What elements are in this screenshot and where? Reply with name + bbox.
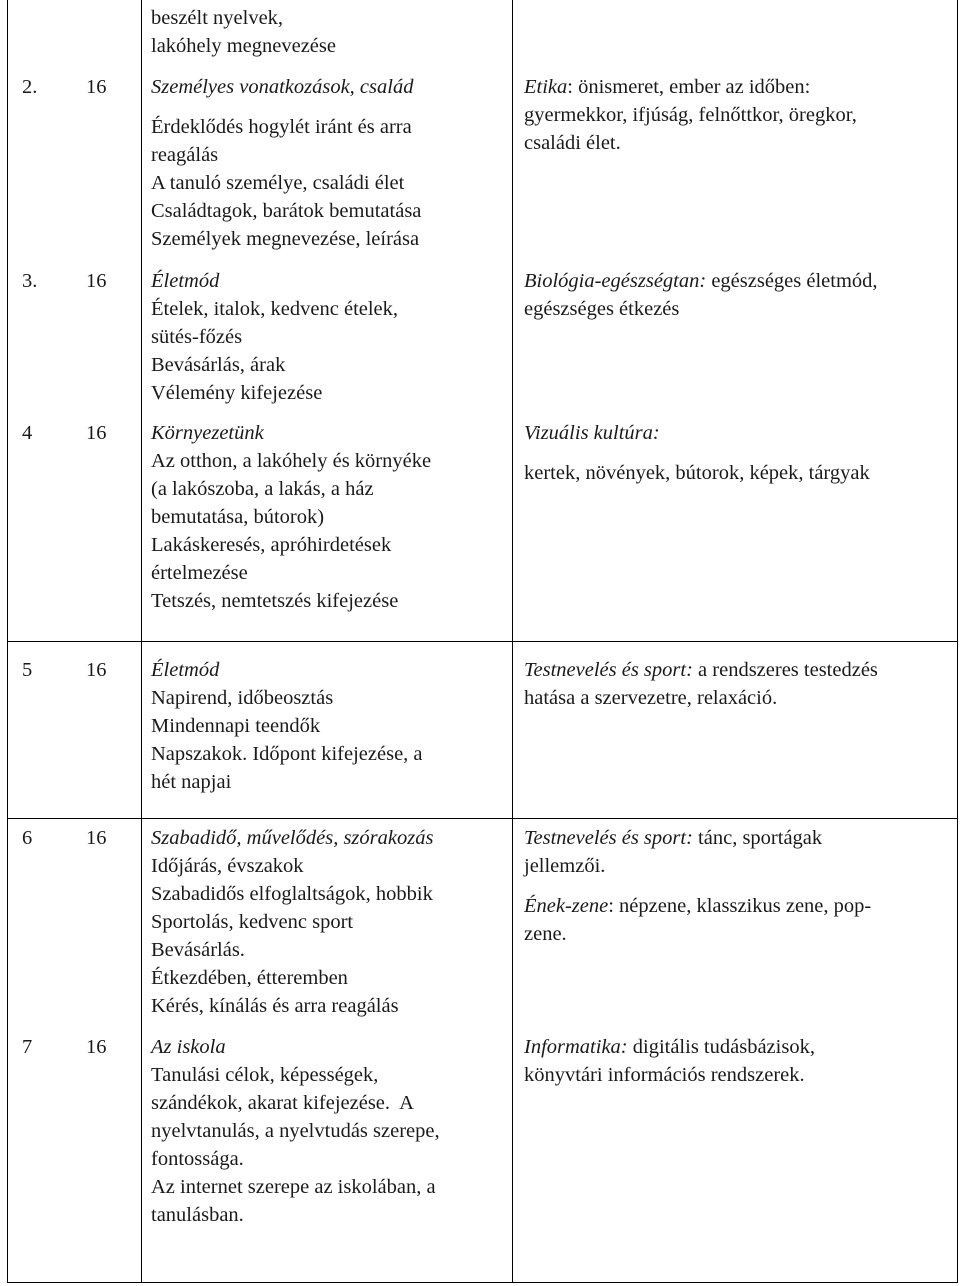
topic-line	[151, 992, 433, 1020]
topic-line	[151, 1117, 440, 1145]
topic-line	[151, 1201, 440, 1229]
text-segment: : önismeret, ember az időben:	[567, 76, 811, 98]
links-cell	[524, 419, 870, 487]
text-segment: Étkezdében, étteremben	[151, 967, 348, 989]
topic-line	[151, 1089, 440, 1117]
link-line	[524, 267, 878, 295]
topic-line	[151, 1173, 440, 1201]
text-segment: Vélemény kifejezése	[151, 382, 323, 404]
link-line	[524, 656, 878, 684]
row-number: 4	[22, 422, 33, 444]
row-hours: 16	[86, 270, 107, 292]
row-hours: 16	[86, 1036, 107, 1058]
link-line	[524, 73, 857, 101]
text-segment: Szabadidős elfoglaltságok, hobbik	[151, 883, 433, 905]
topic-line	[151, 141, 421, 169]
text-segment: Napirend, időbeosztás	[151, 687, 334, 709]
topic-cell	[151, 656, 423, 796]
subject-label: Testnevelés és sport:	[524, 659, 693, 681]
text-segment: lakóhely megnevezése	[151, 35, 336, 57]
text-segment: Családtagok, barátok bemutatása	[151, 200, 422, 222]
link-line	[524, 419, 870, 447]
paragraph-gap	[151, 101, 421, 113]
subject-label: Biológia-egészségtan:	[524, 270, 707, 292]
text-segment: könyvtári információs rendszerek.	[524, 1064, 805, 1086]
text-segment: gyermekkor, ifjúság, felnőttkor, öregkor,	[524, 104, 857, 126]
subject-label: Ének-zene	[524, 895, 609, 917]
text-segment: hét napjai	[151, 771, 232, 793]
row-hours: 16	[86, 659, 107, 681]
text-segment: egészséges étkezés	[524, 298, 680, 320]
link-line	[524, 129, 857, 157]
links-cell	[524, 824, 871, 948]
topic-line	[151, 73, 421, 101]
subject-label: Szabadidő, művelődés, szórakozás	[151, 827, 434, 849]
text-segment: Személyek megnevezése, leírása	[151, 228, 420, 250]
topic-line	[151, 379, 398, 407]
text-segment: Lakáskeresés, apróhirdetések	[151, 534, 392, 556]
text-segment: Mindennapi teendők	[151, 715, 321, 737]
topic-line	[151, 824, 433, 852]
text-segment: zene.	[524, 923, 567, 945]
subject-label: Az iskola	[151, 1036, 226, 1058]
topic-line	[151, 351, 398, 379]
topic-line	[151, 113, 421, 141]
topic-line	[151, 32, 336, 60]
link-line	[524, 101, 857, 129]
text-segment: (a lakószoba, a lakás, a ház	[151, 478, 374, 500]
text-segment: bemutatása, bútorok)	[151, 506, 325, 528]
topic-line	[151, 852, 433, 880]
link-line	[524, 920, 871, 948]
text-segment: fontossága.	[151, 1148, 244, 1170]
text-segment: Sportolás, kedvenc sport	[151, 911, 354, 933]
text-segment: családi élet.	[524, 132, 621, 154]
text-segment: kertek, növények, bútorok, képek, tárgyak	[524, 462, 870, 484]
paragraph-gap	[524, 447, 870, 459]
text-segment: szándékok, akarat kifejezése. A	[151, 1092, 414, 1114]
text-segment: Bevásárlás.	[151, 939, 245, 961]
text-segment: tánc, sportágak	[692, 827, 823, 849]
topic-line	[151, 4, 336, 32]
link-line	[524, 295, 878, 323]
text-segment: sütés-főzés	[151, 326, 243, 348]
topic-line	[151, 559, 431, 587]
topic-line	[151, 1061, 440, 1089]
topic-line	[151, 295, 398, 323]
topic-line	[151, 419, 431, 447]
link-line	[524, 1033, 815, 1061]
row-number: 2.	[22, 76, 38, 98]
topic-line	[151, 531, 431, 559]
text-segment: hatása a szervezetre, relaxáció.	[524, 687, 778, 709]
text-segment: Kérés, kínálás és arra reagálás	[151, 995, 399, 1017]
subject-label: Vizuális kultúra:	[524, 422, 660, 444]
text-segment: nyelvtanulás, a nyelvtudás szerepe,	[151, 1120, 440, 1142]
topic-line	[151, 267, 398, 295]
text-segment: tanulásban.	[151, 1204, 244, 1226]
text-segment: jellemzői.	[524, 855, 606, 877]
links-cell	[524, 656, 878, 712]
row-number: 5	[22, 659, 33, 681]
topic-cell	[151, 1033, 440, 1229]
topic-line	[151, 656, 423, 684]
row-divider	[7, 641, 958, 642]
links-cell	[524, 73, 857, 157]
topic-line	[151, 1145, 440, 1173]
subject-label: Informatika:	[524, 1036, 628, 1058]
topic-line	[151, 880, 433, 908]
text-segment: a rendszeres testedzés	[692, 659, 878, 681]
topic-line	[151, 197, 421, 225]
topic-line	[151, 323, 398, 351]
topic-line	[151, 475, 431, 503]
topic-line	[151, 1033, 440, 1061]
subject-label: Életmód	[151, 270, 220, 292]
text-segment: értelmezése	[151, 562, 248, 584]
text-segment: Az internet szerepe az iskolában, a	[151, 1176, 436, 1198]
row-hours: 16	[86, 422, 107, 444]
text-segment: A tanuló személye, családi élet	[151, 172, 405, 194]
text-segment: egészséges életmód,	[706, 270, 878, 292]
topic-line	[151, 936, 433, 964]
text-segment: Bevásárlás, árak	[151, 354, 286, 376]
text-segment: Napszakok. Időpont kifejezése, a	[151, 743, 423, 765]
text-segment: Tetszés, nemtetszés kifejezése	[151, 590, 399, 612]
text-segment: : népzene, klasszikus zene, pop-	[608, 895, 872, 917]
text-segment: beszélt nyelvek,	[151, 7, 284, 29]
topic-line	[151, 503, 431, 531]
topic-line	[151, 587, 431, 615]
link-line	[524, 684, 878, 712]
subject-label: Életmód	[151, 659, 220, 681]
subject-label: Testnevelés és sport:	[524, 827, 693, 849]
text-segment: Az otthon, a lakóhely és környéke	[151, 450, 432, 472]
subject-label: Környezetünk	[151, 422, 264, 444]
subject-label: Személyes vonatkozások, család	[151, 76, 414, 98]
topic-line	[151, 712, 423, 740]
topic-cell	[151, 4, 336, 60]
subject-label: Etika	[524, 76, 568, 98]
paragraph-gap	[524, 880, 871, 892]
link-line	[524, 892, 871, 920]
topic-line	[151, 908, 433, 936]
topic-line	[151, 225, 421, 253]
topic-line	[151, 964, 433, 992]
link-line	[524, 1061, 815, 1089]
topic-cell	[151, 419, 431, 615]
topic-line	[151, 447, 431, 475]
links-cell	[524, 267, 878, 323]
table-bottom-border	[7, 1282, 958, 1283]
text-segment: Tanulási célok, képességek,	[151, 1064, 379, 1086]
link-line	[524, 852, 871, 880]
text-segment: Időjárás, évszakok	[151, 855, 304, 877]
link-line	[524, 824, 871, 852]
row-number: 7	[22, 1036, 33, 1058]
topic-line	[151, 684, 423, 712]
topic-cell	[151, 824, 433, 1020]
topic-cell	[151, 267, 398, 407]
text-segment: digitális tudásbázisok,	[627, 1036, 815, 1058]
row-number: 3.	[22, 270, 38, 292]
text-segment: reagálás	[151, 144, 219, 166]
link-line	[524, 459, 870, 487]
topic-line	[151, 169, 421, 197]
row-divider	[7, 818, 958, 819]
text-segment: Érdeklődés hogylét iránt és arra	[151, 116, 412, 138]
topic-line	[151, 740, 423, 768]
row-number: 6	[22, 827, 33, 849]
topic-cell	[151, 73, 421, 253]
topic-line	[151, 768, 423, 796]
text-segment: Ételek, italok, kedvenc ételek,	[151, 298, 399, 320]
row-hours: 16	[86, 827, 107, 849]
row-hours: 16	[86, 76, 107, 98]
links-cell	[524, 1033, 815, 1089]
